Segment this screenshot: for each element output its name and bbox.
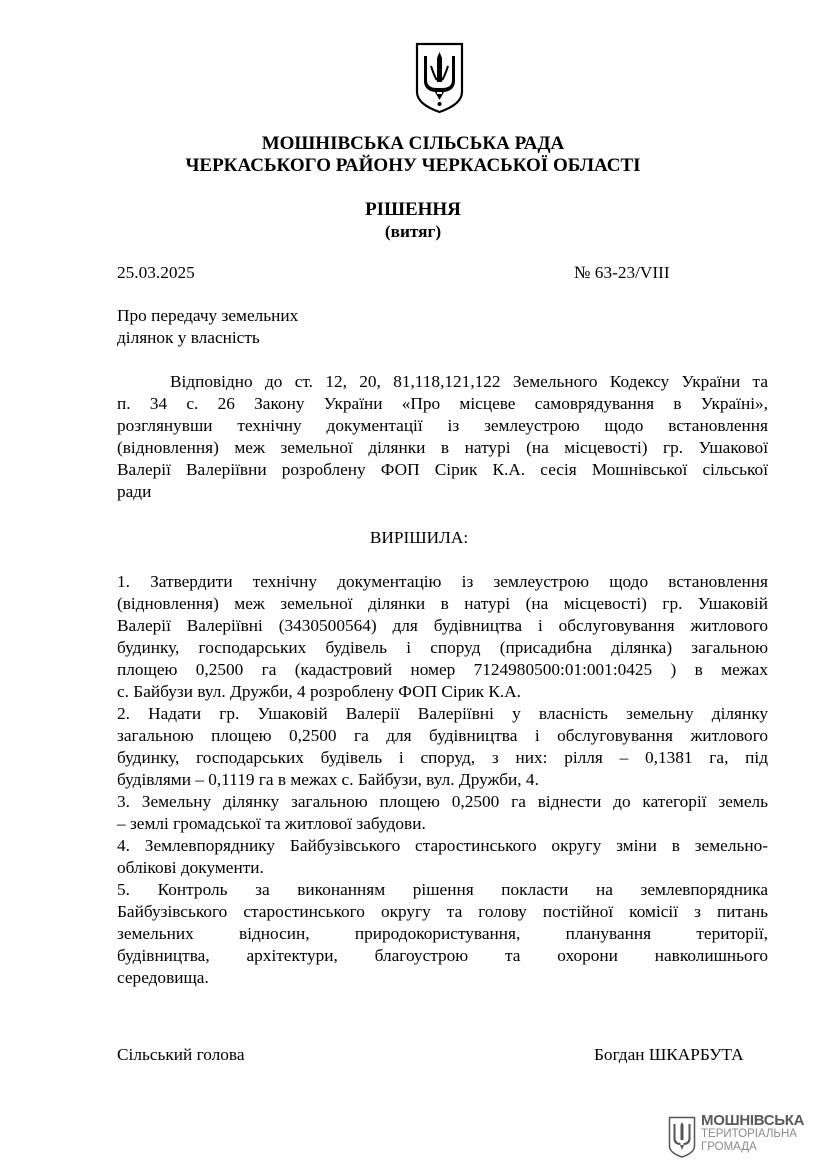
org-name-line1: МОШНІВСЬКА СІЛЬСЬКА РАДА (261, 133, 565, 154)
item-line: 4. Землевпоряднику Байбузівського старостинського округу зміни в земельно- (117, 836, 768, 855)
subject-line-1: Про передачу земельних (117, 306, 299, 325)
item-line: Байбузівського старостинського округу та голову постійної комісії з питань (117, 902, 768, 921)
document-subtype: (витяг) (384, 222, 442, 241)
item-line: будинку, господарських будівель і споруд (присадибна ділянка) загальною (117, 638, 768, 657)
decision-items (117, 571, 768, 989)
preamble-line: п. 34 с. 26 Закону України «Про місцеве самоврядування в Україні», (117, 394, 768, 413)
signature-position: Сільський голова (117, 1045, 245, 1064)
decided-heading: ВИРІШИЛА: (369, 528, 469, 547)
decision-number: № 63-23/VIII (574, 263, 670, 282)
footer-logo-line3: ГРОМАДА (701, 1141, 757, 1153)
item-line: площею 0,2500 га (кадастровий номер 7124980500:01:001:0425 ) в межах (117, 660, 768, 679)
subject-line-2: ділянок у власність (117, 328, 260, 347)
preamble-line: Відповідно до ст. 12, 20, 81,118,121,122 Земельного Кодексу України та (170, 372, 768, 391)
coat-of-arms-icon (415, 42, 464, 114)
item-line: 3. Земельну ділянку загальною площею 0,2500 га віднести до категорії земель (117, 792, 768, 811)
item-line: 5. Контроль за виконанням рішення покласти на землевпорядника (117, 880, 768, 899)
footer-logo-line1: МОШНІВСЬКА (701, 1112, 805, 1129)
item-line: 1. Затвердити технічну документацію із землеустрою щодо встановлення (117, 572, 768, 591)
item-line: загальною площею 0,2500 га для будівництва і обслуговування житлового (117, 726, 768, 745)
preamble-paragraph (117, 371, 768, 503)
item-line: 2. Надати гр. Ушаковій Валерії Валеріївні у власність земельну ділянку (117, 704, 768, 723)
item-line: – землі громадської та житлової забудови. (117, 814, 426, 833)
item-line: будівлями – 0,1119 га в межах с. Байбузи, вул. Дружби, 4. (117, 770, 539, 789)
org-name-line2: ЧЕРКАСЬКОГО РАЙОНУ ЧЕРКАСЬКОЇ ОБЛАСТІ (185, 155, 641, 176)
decision-date: 25.03.2025 (117, 263, 195, 282)
item-line: будинку, господарських будівель і споруд, з них: рілля – 0,1381 га, під (117, 748, 768, 767)
signature-name: Богдан ШКАРБУТА (594, 1045, 744, 1064)
preamble-line: (відновлення) меж земельної ділянки в натурі (на місцевості) гр. Ушакової (117, 438, 768, 457)
item-line: середовища. (117, 968, 209, 987)
item-line: с. Байбузи вул. Дружби, 4 розроблену ФОП Сірик К.А. (117, 682, 521, 701)
preamble-line: Валерії Валеріївни розроблену ФОП Сірик К.А. сесія Мошнівської сільської (117, 460, 768, 479)
item-line: земельних відносин, природокористування, планування території, (117, 924, 768, 943)
item-line: (відновлення) меж земельної ділянки в натурі (на місцевості) гр. Ушаковій (117, 594, 768, 613)
document-type: РІШЕННЯ (365, 199, 461, 220)
preamble-line: ради (117, 482, 152, 501)
item-line: облікові документи. (117, 858, 264, 877)
item-line: Валерії Валеріївні (3430500564) для будівництва і обслуговування житлового (117, 616, 768, 635)
item-line: будівництва, архітектури, благоустрою та охорони навколишнього (117, 946, 768, 965)
preamble-line: розглянувши технічну документації із землеустрою щодо встановлення (117, 416, 768, 435)
footer-logo-line2: ТЕРИТОРІАЛЬНА (701, 1128, 797, 1140)
community-logo-icon (668, 1116, 696, 1158)
footer-logo (668, 1114, 808, 1162)
